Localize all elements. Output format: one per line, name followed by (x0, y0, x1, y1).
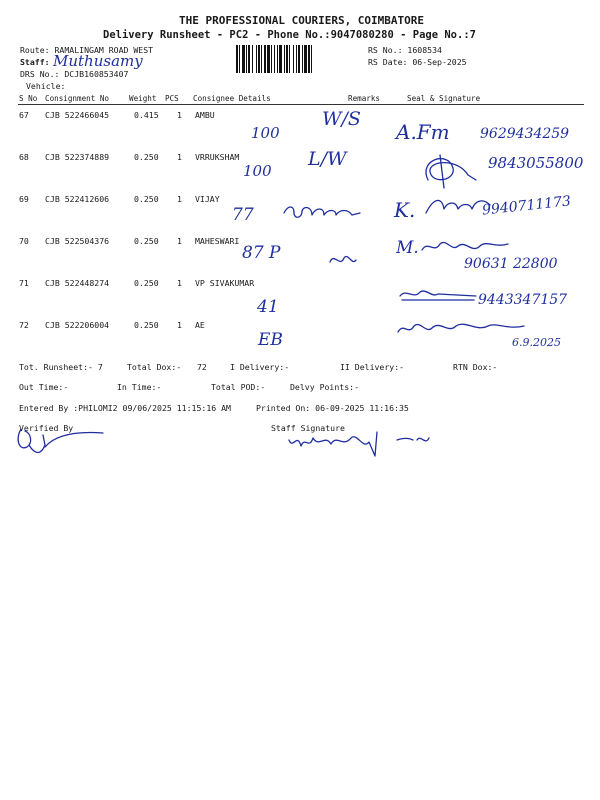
handwritten-code: 100 (251, 124, 280, 142)
total-dox-value: 72 (197, 362, 207, 372)
handwritten-signature-scribble (398, 286, 478, 306)
barcode-bar (256, 45, 257, 73)
total-runsheet: Tot. Runsheet:- 7 (19, 362, 103, 372)
barcode-bar (277, 45, 278, 73)
row-consignment: CJB 522374889 (45, 152, 110, 162)
handwritten-code: EB (258, 330, 283, 350)
header-divider (18, 104, 584, 105)
handwritten-phone: 90631 22800 (464, 256, 558, 272)
barcode-bar (298, 45, 300, 73)
handwritten-code: 100 (243, 162, 272, 180)
row-pcs: 1 (177, 320, 182, 330)
rtn-dox: RTN Dox:- (453, 362, 498, 372)
barcode-bar (304, 45, 307, 73)
ii-delivery: II Delivery:- (340, 362, 405, 372)
staff-handwritten-name: Muthusamy (53, 52, 143, 70)
row-sno: 69 (19, 194, 29, 204)
barcode-bar (279, 45, 282, 73)
row-weight: 0.415 (134, 110, 159, 120)
row-consignee: AE (195, 320, 205, 330)
in-time: In Time:- (117, 382, 162, 392)
vehicle-label: Vehicle: (26, 81, 66, 91)
total-pod: Total POD:- (211, 382, 266, 392)
barcode-bar (311, 45, 312, 73)
out-time: Out Time:- (19, 382, 69, 392)
handwritten-code: 41 (257, 297, 279, 317)
row-sno: 70 (19, 236, 29, 246)
barcode-bar (308, 45, 310, 73)
barcode-bar (252, 45, 253, 73)
i-delivery: I Delivery:- (230, 362, 290, 372)
handwritten-tamil-scribble (328, 250, 358, 270)
route-label: Route: RAMALINGAM ROAD WEST (20, 45, 154, 55)
staff-label: Staff: (20, 57, 50, 67)
barcode-bar (286, 45, 288, 73)
handwritten-phone: 9629434259 (480, 126, 570, 142)
col-consignee: Consignee Details (193, 94, 271, 103)
barcode-bar (261, 45, 262, 73)
row-pcs: 1 (177, 236, 182, 246)
row-consignment: CJB 522412606 (45, 194, 110, 204)
barcode-bar (284, 45, 285, 73)
handwritten-signature: M. (396, 238, 419, 258)
barcode-bar (264, 45, 266, 73)
handwritten-signature-scribble (418, 150, 478, 190)
handwritten-tamil-scribble (282, 203, 362, 223)
barcode-bar (289, 45, 290, 73)
barcode-bar (293, 45, 294, 73)
row-consignment: CJB 522466045 (45, 110, 110, 120)
col-seal-signature: Seal & Signature (407, 94, 481, 103)
col-remarks: Remarks (348, 94, 381, 103)
delvy-points: Delvy Points:- (290, 382, 360, 392)
col-weight: Weight (129, 94, 157, 103)
rs-number: RS No.: 1608534 (368, 45, 442, 55)
row-pcs: 1 (177, 278, 182, 288)
handwritten-remark: W/S (322, 108, 361, 130)
barcode-bar (271, 45, 272, 73)
handwritten-remark: L/W (308, 148, 347, 170)
company-title: THE PROFESSIONAL COURIERS, COIMBATORE (179, 14, 425, 27)
row-sno: 67 (19, 110, 29, 120)
verified-by-signature (15, 425, 105, 460)
row-sno: 71 (19, 278, 29, 288)
handwritten-code: 87 P (242, 243, 281, 263)
handwritten-phone: 9443347157 (478, 292, 568, 308)
barcode-bar (248, 45, 250, 73)
handwritten-signature: K. (394, 198, 416, 222)
row-pcs: 1 (177, 110, 182, 120)
staff-signature (285, 428, 445, 458)
total-dox-label: Total Dox:- (127, 362, 182, 372)
row-consignee: AMBU (195, 110, 215, 120)
runsheet-title: Delivery Runsheet - PC2 - Phone No.:9047080280 - Page No.:7 (103, 29, 476, 41)
row-weight: 0.250 (134, 152, 159, 162)
row-pcs: 1 (177, 194, 182, 204)
barcode-bar (274, 45, 275, 73)
barcode-bar (246, 45, 247, 73)
barcode-bar (236, 45, 238, 73)
col-pcs: PCS (165, 94, 179, 103)
row-consignment: CJB 522448274 (45, 278, 110, 288)
barcode-bar (267, 45, 270, 73)
row-pcs: 1 (177, 152, 182, 162)
barcode-bar (296, 45, 297, 73)
row-sno: 68 (19, 152, 29, 162)
row-weight: 0.250 (134, 236, 159, 246)
col-consignment: Consignment No (45, 94, 110, 103)
row-weight: 0.250 (134, 194, 159, 204)
staff-signature-label: Staff Signature (271, 423, 345, 433)
handwritten-code: 77 (232, 205, 254, 225)
printed-on: Printed On: 06-09-2025 11:16:35 (256, 403, 409, 413)
handwritten-date: 6.9.2025 (512, 336, 561, 349)
barcode-bar (239, 45, 240, 73)
barcode (236, 45, 360, 73)
row-consignee: VIJAY (195, 194, 220, 204)
row-consignment: CJB 522206004 (45, 320, 110, 330)
drs-number: DRS No.: DCJB160853407 (20, 69, 129, 79)
row-consignee: VP SIVAKUMAR (195, 278, 255, 288)
barcode-bar (302, 45, 303, 73)
handwritten-phone: 9843055800 (488, 154, 584, 172)
col-sno: S No (19, 94, 38, 103)
row-consignee: VRRUKSHAM (195, 152, 240, 162)
entered-by: Entered By :PHILOMI2 09/06/2025 11:15:16 AM (19, 403, 231, 413)
row-weight: 0.250 (134, 320, 159, 330)
handwritten-phone: 9940711173 (481, 193, 572, 219)
barcode-bar (242, 45, 245, 73)
rs-date: RS Date: 06-Sep-2025 (368, 57, 467, 67)
row-weight: 0.250 (134, 278, 159, 288)
barcode-bar (258, 45, 260, 73)
handwritten-signature: A.Fm (396, 120, 450, 144)
row-consignee: MAHESWARI (195, 236, 240, 246)
handwritten-signature-scribble (396, 318, 526, 343)
row-sno: 72 (19, 320, 29, 330)
row-consignment: CJB 522504376 (45, 236, 110, 246)
verified-by-label: Verified By (19, 423, 74, 433)
